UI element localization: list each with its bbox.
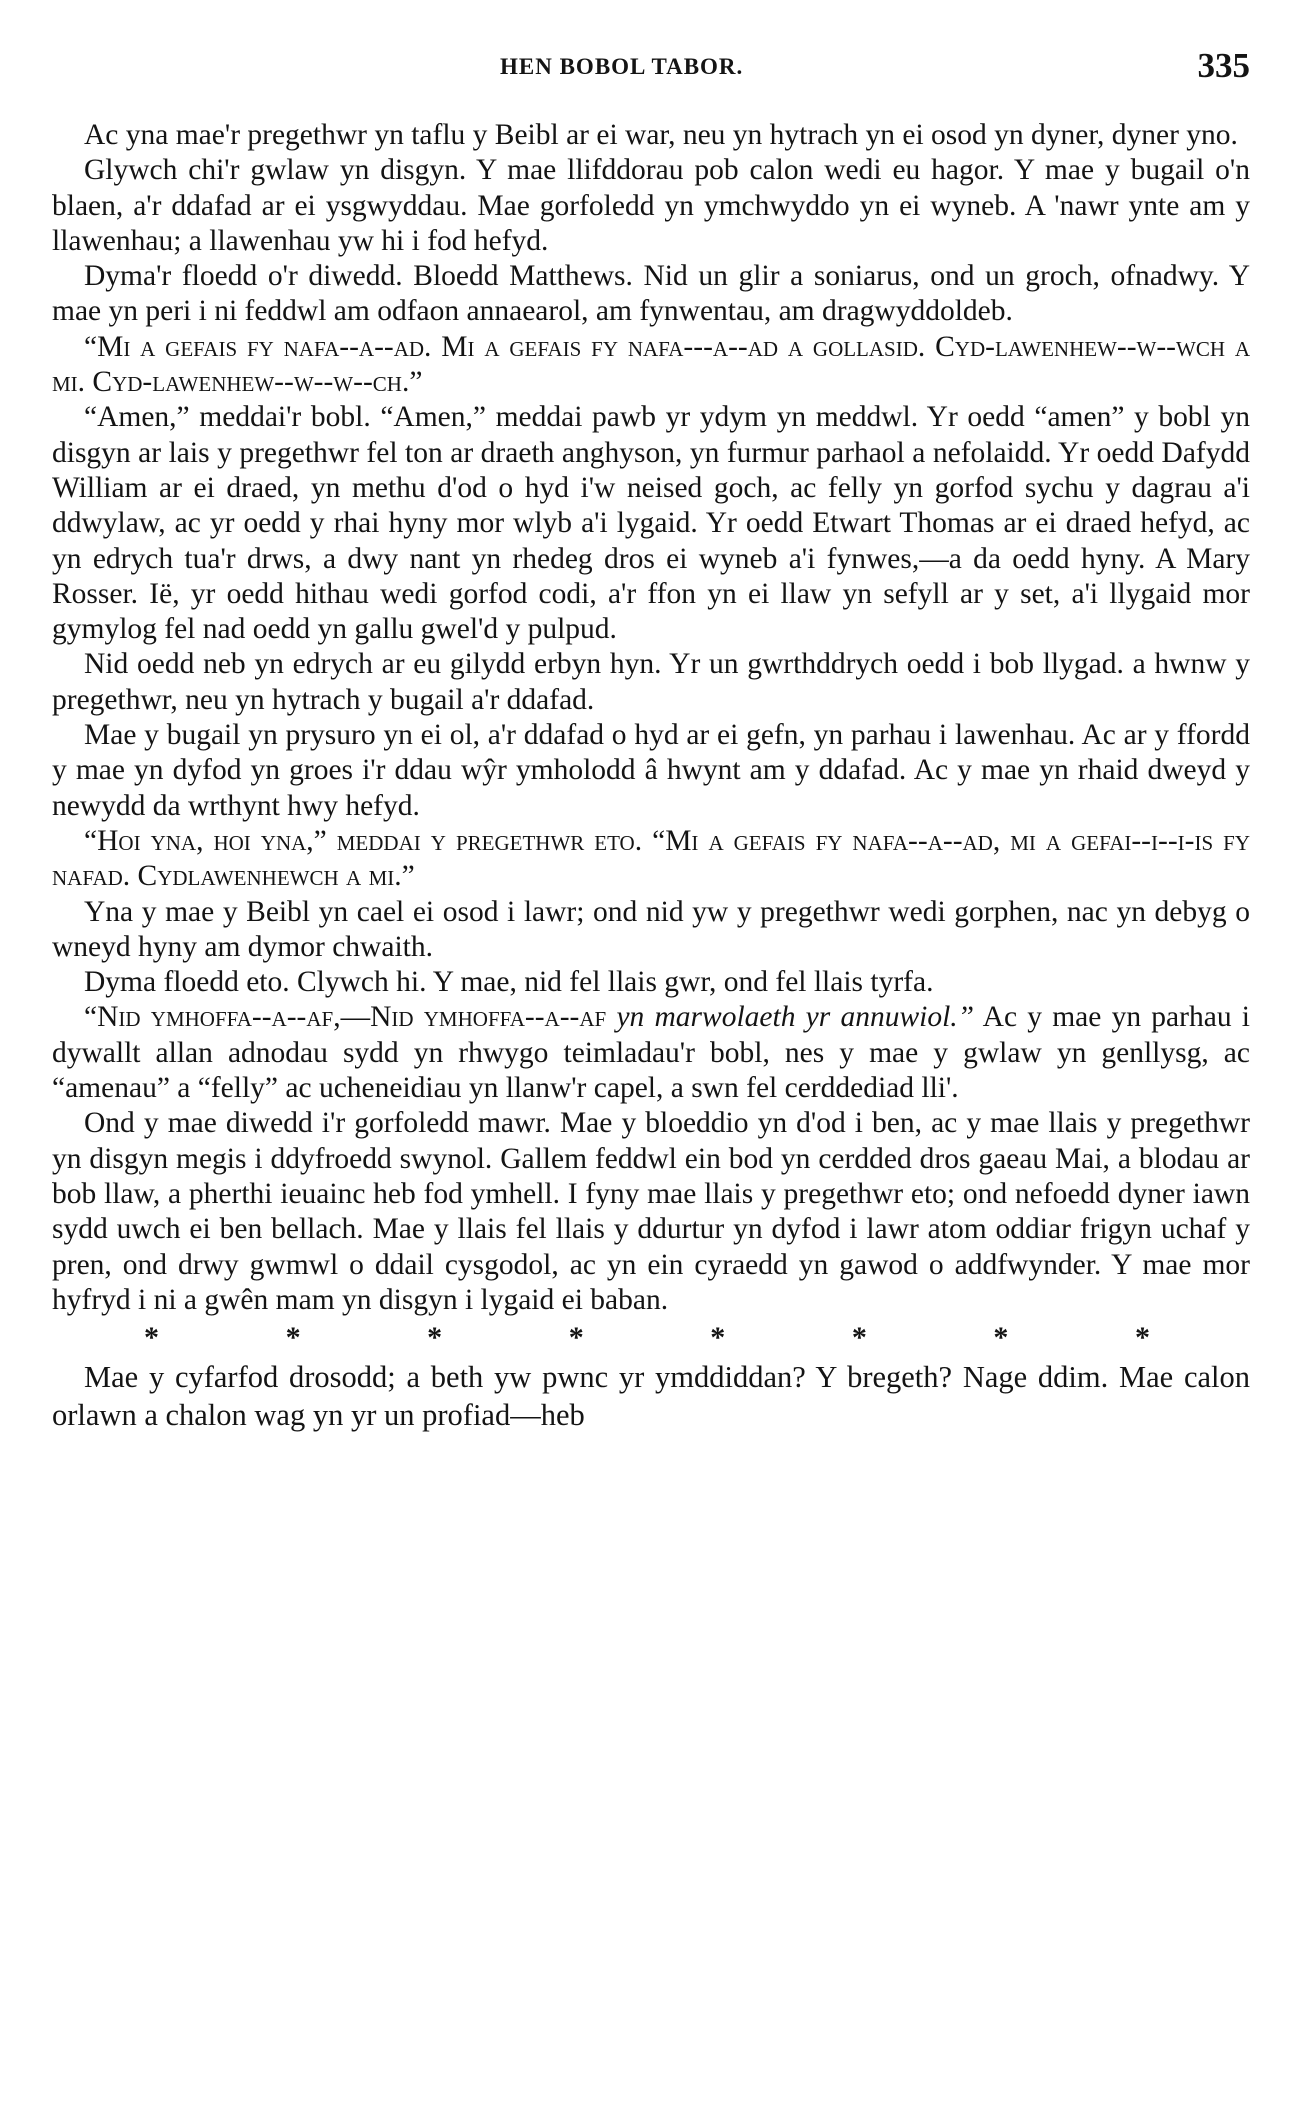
- final-paragraph-wrap: [52, 1358, 1250, 1434]
- paragraph-quote: “Mi a gefais fy nafa--a--ad. Mi a gefais fy nafa---a--ad a gollasid. Cyd-lawenhew--w--wch a mi. Cyd-lawenhew--w--w--ch.”: [52, 330, 1250, 399]
- asterisk: *: [851, 1321, 867, 1355]
- asterisk: *: [1134, 1321, 1150, 1355]
- asterisk: *: [993, 1321, 1009, 1355]
- paragraph: “Amen,” meddai'r bobl. “Amen,” meddai pawb yr ydym yn meddwl. Yr oedd “amen” y bobl yn disgyn ar lais y pregethwr fel ton ar draeth anghyson, yn furmur parhaol a nefolaidd. Yr oedd Dafydd William ar ei draed, yn methu d'od o hyd i'w neised goch, ac felly yn gorfod sychu y dagrau a'i ddwylaw, ac yr oedd y rhai hyny mor wlyb a'i lygaid. Yr oedd Etwart Thomas ar ei draed hefyd, ac yn edrych tua'r drws, a dwy nant yn rhedeg dros ei wyneb a'i fynwes,—a da oedd hyny. A Mary Rosser. Ië, yr oedd hithau wedi gorfod codi, a'r ffon yn ei llaw yn sefyll ar y set, a'i llygaid mor gymylog fel nad oedd yn gallu gwel'd y pulpud.: [52, 401, 1250, 646]
- asterisk: *: [144, 1321, 159, 1355]
- quote-continuation: Ac y mae yn parhau i dywallt allan adnodau sydd yn rhwygo teimladau'r bobl, nes y mae y gwlaw yn genllysg, ac “amenau” a “felly” ac ucheneidiau yn llanw'r capel, a swn fel cerddediad lli'.: [52, 1001, 1250, 1105]
- paragraph-mixed: [52, 1000, 1250, 1106]
- paragraph: Glywch chi'r gwlaw yn disgyn. Y mae llifddorau pob calon wedi eu hagor. Y mae y bugail o'n blaen, a'r ddafad ar ei ysgwyddau. Mae gorfoledd yn ymchwyddo yn ei wyneb. A 'nawr ynte am y llawenhau; a llawenhau yw hi i fod hefyd.: [52, 154, 1250, 257]
- paragraph: Dyma floedd eto. Clywch hi. Y mae, nid fel llais gwr, ond fel llais tyrfa.: [84, 966, 934, 999]
- paragraph: Mae y cyfarfod drosodd; a beth yw pwnc yr ymddiddan? Y bregeth? Nage ddim. Mae calon orlawn a chalon wag yn yr un profiad—heb: [52, 1360, 1250, 1433]
- paragraph-quote: “Hoi yna, hoi yna,” meddai y pregethwr eto. “Mi a gefais fy nafa--a--ad, mi a gefai--i--i-is fy nafad. Cydlawenhewch a mi.”: [52, 824, 1250, 893]
- page-header: [0, 46, 1250, 86]
- quote-smallcaps: “Nid ymhoffa--a--af,—Nid ymhoffa--a--af: [84, 1001, 607, 1034]
- paragraph: Ond y mae diwedd i'r gorfoledd mawr. Mae y bloeddio yn d'od i ben, ac y mae llais y pregethwr yn disgyn megis i ddyfroedd swynol. Gallem feddwl ein bod yn cerdded dros gaeau Mai, a blodau ar bob llaw, a pherthi ieuainc heb fod ymhell. I fyny mae llais y pregethwr eto; ond nefoedd dyner iawn sydd uwch ei ben bellach. Mae y llais fel llais y ddurtur yn dyfod i lawr atom oddiar frigyn uchaf y pren, ond drwy gwmwl o ddail cysgodol, ac yn ein cyraedd yn gawod o addfwynder. Y mae mor hyfryd i ni a gwên mam yn disgyn i lygaid ei baban.: [52, 1107, 1250, 1316]
- asterisk: *: [285, 1321, 301, 1355]
- running-title: HEN BOBOL TABOR.: [500, 54, 744, 79]
- quote-italic: yn marwolaeth yr annuwiol.”: [616, 1001, 975, 1034]
- section-break: [52, 1318, 1250, 1358]
- asterisk: *: [568, 1321, 584, 1355]
- paragraph: Mae y bugail yn prysuro yn ei ol, a'r ddafad o hyd ar ei gefn, yn parhau i lawenhau. Ac ar y ffordd y mae yn dyfod yn groes i'r ddau wŷr ymholodd â hwynt am y ddafad. Ac y mae yn rhaid dweyd y newydd da wrthynt hwy hefyd.: [52, 719, 1250, 822]
- paragraph: Nid oedd neb yn edrych ar eu gilydd erbyn hyn. Yr un gwrthddrych oedd i bob llygad. a hwnw y pregethwr, neu yn hytrach y bugail a'r ddafad.: [52, 648, 1250, 716]
- body-text: [52, 118, 1250, 1434]
- paragraph: Yna y mae y Beibl yn cael ei osod i lawr; ond nid yw y pregethwr wedi gorphen, nac yn debyg o wneyd hyny am dymor chwaith.: [52, 895, 1250, 963]
- asterisk: *: [710, 1321, 726, 1355]
- page-number: 335: [1197, 46, 1250, 85]
- paragraph: Dyma'r floedd o'r diwedd. Bloedd Matthews. Nid un glir a soniarus, ond un groch, ofnadwy. Y mae yn peri i ni feddwl am odfaon annaearol, am fynwentau, am dragwyddoldeb.: [52, 260, 1250, 328]
- paragraph: Ac yna mae'r pregethwr yn taflu y Beibl ar ei war, neu yn hytrach yn ei osod yn dyner, dyner yno.: [84, 119, 1238, 151]
- asterisk: *: [427, 1321, 443, 1355]
